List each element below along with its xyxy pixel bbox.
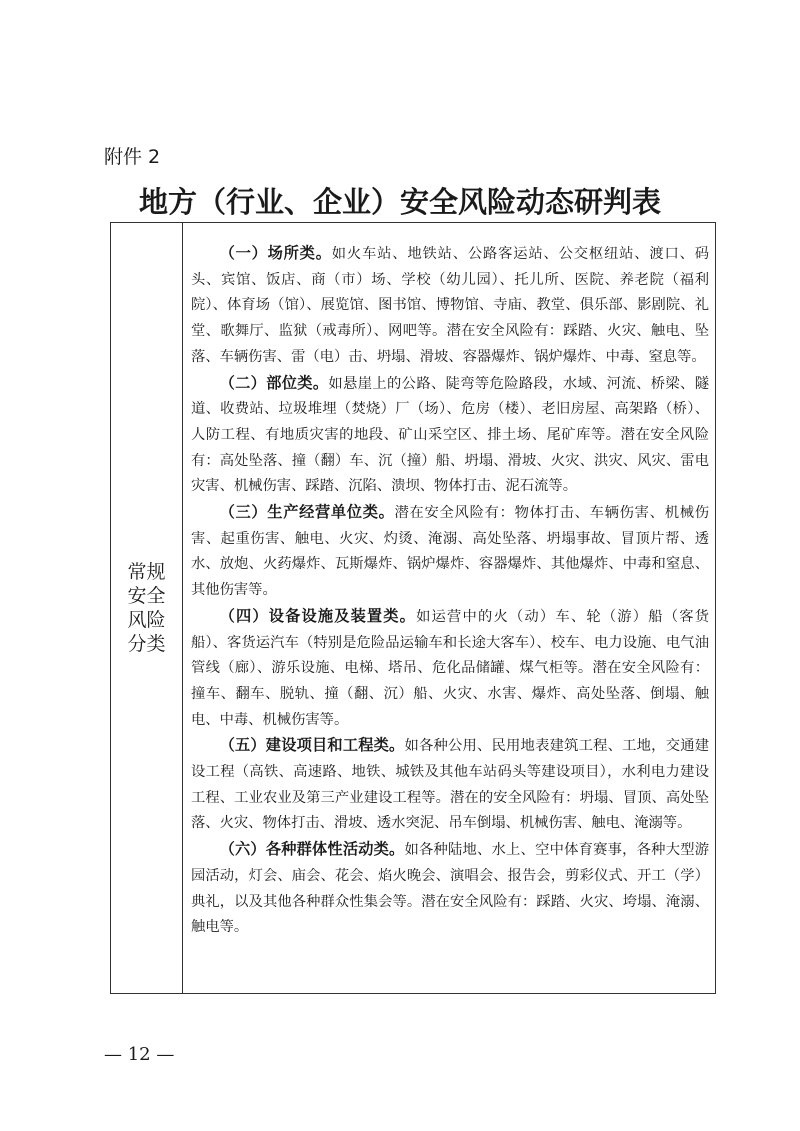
section-body: 如各种陆地、水上、空中体育赛事，各种大型游园活动，灯会、庙会、花会、焰火晚会、演唱会、报告会，剪彩仪式、开工（学）典礼，以及其他各种群众性集会等。潜在安全风险有：踩踏、火灾、垮塌、淹溺、触电等。 [191, 842, 710, 936]
section-body: 如运营中的火（动）车、轮（游）船（客货船）、客货运汽车（特别是危险品运输车和长途大客车）、校车、电力设施、电气油管线（廊）、游乐设施、电梯、塔吊、危化品储罐、煤气柜等。潜在安全风险有：撞车、翻车、脱轨、撞（翻、沉）船、火灾、水害、爆炸、高处坠落、倒塌、触电、中毒、机械伤害等。 [191, 608, 710, 728]
page-number: — 12 — [104, 1044, 175, 1065]
section-body: 如火车站、地铁站、公路客运站、公交枢纽站、渡口、码头、宾馆、饭店、商（市）场、学校（幼儿园）、托儿所、医院、养老院（福利院）、体育场（馆）、展览馆、图书馆、博物馆、寺庙、教堂、俱乐部、影剧院、礼堂、歌舞厅、监狱（戒毒所）、网吧等。潜在安全风险有：踩踏、火灾、触电、坠落、车辆伤害、雷（电）击、坍塌、滑坡、容器爆炸、锅炉爆炸、中毒、窒息等。 [191, 246, 709, 365]
section-heading: （一）场所类。 [219, 244, 332, 262]
section-heading: （四）设备设施及装置类。 [219, 606, 417, 625]
section-construction [191, 733, 709, 837]
section-heading: （三）生产经营单位类。 [219, 503, 395, 522]
section-production-units [191, 500, 709, 604]
risk-content [191, 241, 709, 941]
section-equipment [191, 604, 709, 734]
section-body: 潜在安全风险有：物体打击、车辆伤害、机械伤害、起重伤害、触电、火灾、灼烫、淹溺、高处坠落、坍塌事故、冒顶片帮、透水、放炮、火药爆炸、瓦斯爆炸、锅炉爆炸、容器爆炸、其他爆炸、中毒和窒息、其他伤害等。 [191, 505, 710, 599]
risk-table [110, 222, 716, 994]
section-locations [191, 371, 709, 501]
section-heading: （二）部位类。 [219, 373, 329, 392]
section-places [191, 241, 709, 371]
section-group-activities [191, 837, 709, 941]
section-heading: （六）各种群体性活动类。 [219, 840, 405, 859]
page-title: 地方（行业、企业）安全风险动态研判表 [138, 185, 661, 219]
section-body: 如各种公用、民用地表建筑工程、工地，交通建设工程（高铁、高速路、地铁、城铁及其他车站码头等建设项目），水利电力建设工程、工业农业及第三产业建设工程等。潜在的安全风险有：坍塌、冒顶、高处坠落、火灾、物体打击、滑坡、透水突泥、吊车倒塌、机械伤害、触电、淹溺等。 [191, 738, 710, 832]
section-body: 如悬崖上的公路、陡弯等危险路段，水域、河流、桥梁、隧道、收费站、垃圾堆埋（焚烧）厂（场）、危房（楼）、老旧房屋、高架路（桥）、人防工程、有地质灾害的地段、矿山采空区、排土场、尾矿库等。潜在安全风险有：高处坠落、撞（翻）车、沉（撞）船、坍塌、滑坡、火灾、洪灾、风灾、雷电灾害、机械伤害、踩踏、沉陷、溃坝、物体打击、泥石流等。 [191, 375, 710, 495]
attachment-label: 附件 2 [104, 146, 161, 168]
category-cell [111, 223, 183, 993]
category-label: 常规安全风险分类 [127, 561, 166, 655]
section-heading: （五）建设项目和工程类。 [219, 736, 405, 755]
